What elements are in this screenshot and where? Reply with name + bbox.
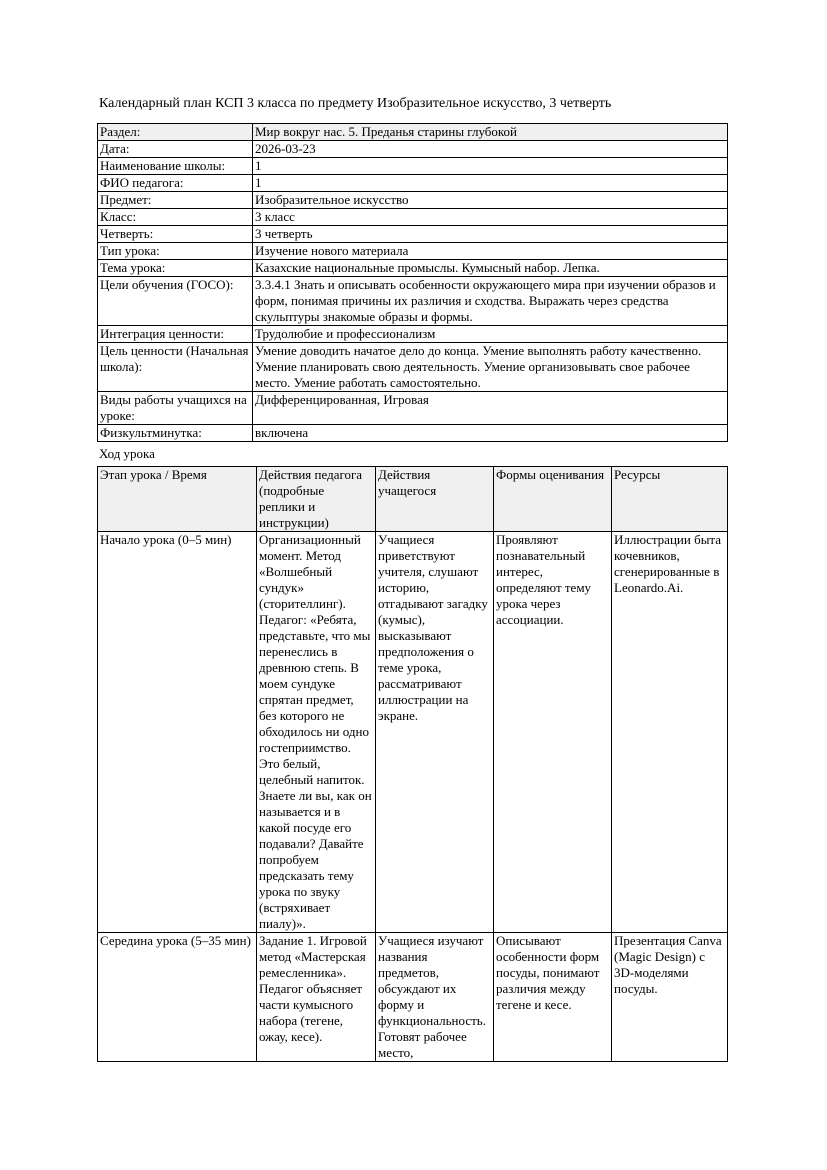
teacher-actions-cell: Задание 1. Игровой метод «Мастерская ремесленника». Педагог объясняет части кумысного набора (тегене, ожау, кесе). [257,933,376,1062]
info-row-school [98,158,728,175]
header-cell-assessment-forms: Формы оценивания [494,467,612,532]
info-label: Четверть: [98,226,253,243]
info-row-lesson-type [98,243,728,260]
info-label: Интеграция ценности: [98,326,253,343]
lesson-info-table [97,123,728,442]
info-value: 3.3.4.1 Знать и описывать особенности окружающего мира при изучении образов и форм, понимая причины их различия и сходства. Выражать через средства скульптуры знакомые образы и формы. [253,277,728,326]
info-value: Умение доводить начатое дело до конца. Умение выполнять работу качественно. Умение планировать свою деятельность. Умение организовывать свое рабочее место. Умение работать самостоятельно. [253,343,728,392]
info-value: 3 четверть [253,226,728,243]
info-label: Тема урока: [98,260,253,277]
document-title: Календарный план КСП 3 класса по предмету Изобразительное искусство, 3 четверть [99,96,612,111]
info-label: Цели обучения (ГОСО): [98,277,253,326]
student-actions-cell: Учащиеся приветствуют учителя, слушают историю, отгадывают загадку (кумыс), высказывают предположения о теме урока, рассматривают иллюстрации на экране. [376,532,494,933]
info-row-data [98,141,728,158]
info-row-goals [98,277,728,326]
lesson-table-header-row [98,467,728,532]
info-label: Тип урока: [98,243,253,260]
info-value: 1 [253,158,728,175]
info-row-work-types [98,392,728,425]
info-row-razdel [98,124,728,141]
info-row-quarter [98,226,728,243]
header-cell-stage: Этап урока / Время [98,467,257,532]
info-value: Дифференцированная, Игровая [253,392,728,425]
info-label: Раздел: [98,124,253,141]
info-label: ФИО педагога: [98,175,253,192]
student-actions-cell: Учащиеся изучают названия предметов, обсуждают их форму и функциональность. Готовят рабочее место, [376,933,494,1062]
assessment-cell: Описывают особенности форм посуды, понимают различия между тегене и кесе. [494,933,612,1062]
info-value: Изобразительное искусство [253,192,728,209]
info-value: Казахские национальные промыслы. Кумысный набор. Лепка. [253,260,728,277]
info-value: 3 класс [253,209,728,226]
stage-cell: Начало урока (0–5 мин) [98,532,257,933]
info-row-class [98,209,728,226]
info-label: Виды работы учащихся на уроке: [98,392,253,425]
info-label: Предмет: [98,192,253,209]
teacher-actions-cell: Организационный момент. Метод «Волшебный сундук» (сторителлинг). Педагог: «Ребята, представьте, что мы перенеслись в древнюю степь. В моем сундуке спрятан предмет, без которого не обходилось ни одно гостеприимство. Это белый, целебный напиток. Знаете ли вы, как он называется и в какой посуде его подавали? Давайте попробуем предсказать тему урока по звуку (встряхивает пиалу)». [257,532,376,933]
header-cell-teacher-actions: Действия педагога (подробные реплики и инструкции) [257,467,376,532]
info-row-teacher [98,175,728,192]
info-value: Мир вокруг нас. 5. Преданья старины глубокой [253,124,728,141]
info-row-fizkultminutka [98,425,728,442]
info-label: Дата: [98,141,253,158]
info-value: Изучение нового материала [253,243,728,260]
assessment-cell: Проявляют познавательный интерес, определяют тему урока через ассоциации. [494,532,612,933]
info-row-subject [98,192,728,209]
info-label: Наименование школы: [98,158,253,175]
resources-cell: Иллюстрации быта кочевников, сгенерированные в Leonardo.Ai. [612,532,728,933]
info-row-value-goal [98,343,728,392]
lesson-row-middle [98,933,728,1062]
header-cell-student-actions: Действия учащегося [376,467,494,532]
info-label: Физкультминутка: [98,425,253,442]
info-label: Цель ценности (Начальная школа): [98,343,253,392]
info-value: Трудолюбие и профессионализм [253,326,728,343]
stage-cell: Середина урока (5–35 мин) [98,933,257,1062]
info-value: 1 [253,175,728,192]
lesson-flow-heading: Ход урока [99,446,155,461]
header-cell-resources: Ресурсы [612,467,728,532]
lesson-flow-table [97,466,728,1062]
info-row-lesson-topic [98,260,728,277]
info-value: включена [253,425,728,442]
info-label: Класс: [98,209,253,226]
info-value: 2026-03-23 [253,141,728,158]
info-row-values-integration [98,326,728,343]
lesson-row-start [98,532,728,933]
resources-cell: Презентация Canva (Magic Design) с 3D-моделями посуды. [612,933,728,1062]
